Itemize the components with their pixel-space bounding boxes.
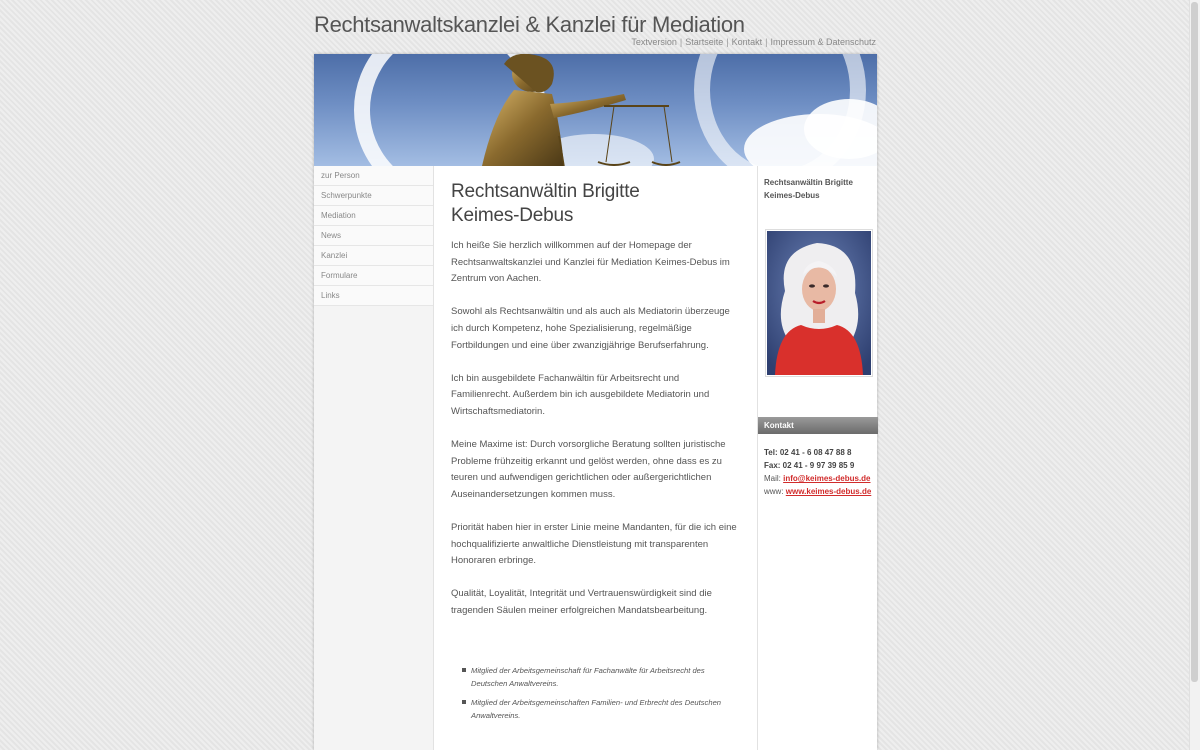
sidebar-navigation <box>314 166 434 750</box>
attorney-name-line2: Keimes-Debus <box>764 191 820 200</box>
page-wrapper <box>314 54 877 750</box>
nav-textversion[interactable]: Textversion <box>631 37 677 47</box>
header-banner <box>314 54 877 166</box>
paragraph-competence: Sowohl als Rechtsanwältin und als auch als Mediatorin überzeuge ich durch Kompetenz, hohe Spezialisierung, regelmäßige Fortbildungen und eine über zwanzigjährige Berufserfahrung. <box>451 306 730 351</box>
contact-details <box>764 446 871 498</box>
sidebar-item-schwerpunkte[interactable]: Schwerpunkte <box>314 186 433 206</box>
site-title: Rechtsanwaltskanzlei & Kanzlei für Mediation <box>314 12 745 37</box>
contact-website-link[interactable]: www.keimes-debus.de <box>785 487 872 496</box>
paragraph-priority: Priorität haben hier in erster Linie meine Mandanten, für die ich eine hochqualifizierte anwaltliche Dienstleistung mit transparenten Honoraren erbringe. <box>451 522 737 567</box>
nav-separator: | <box>765 37 768 47</box>
main-content <box>451 166 741 728</box>
nav-startseite[interactable]: Startseite <box>685 37 724 47</box>
scrollbar[interactable] <box>1189 0 1200 750</box>
attorney-name <box>764 176 864 202</box>
paragraph-maxim: Meine Maxime ist: Durch vorsorgliche Beratung sollten juristische Probleme frühzeitig erkannt und gelöst werden, ohne dass es zu teuren und aufwendigen gerichtlichen oder außergerichtlichen Auseinandersetzungen kommen muss. <box>451 439 726 500</box>
right-sidebar <box>757 166 878 750</box>
sidebar-item-kanzlei[interactable]: Kanzlei <box>314 246 433 266</box>
contact-phone: Tel: 02 41 - 6 08 47 88 8 <box>764 448 852 457</box>
nav-impressum[interactable]: Impressum & Datenschutz <box>770 37 876 47</box>
top-navigation <box>631 37 876 47</box>
nav-kontakt[interactable]: Kontakt <box>731 37 763 47</box>
list-item: Mitglied der Arbeitsgemeinschaften Familien- und Erbrecht des Deutschen Anwaltvereins. <box>463 696 741 722</box>
page-heading-line2: Keimes-Debus <box>451 205 574 226</box>
membership-list <box>451 664 741 722</box>
paragraph-values: Qualität, Loyalität, Integrität und Vertrauenswürdigkeit sind die tragenden Säulen meiner erfolgreichen Mandatsbearbeitung. <box>451 588 712 617</box>
paragraph-qualification: Ich bin ausgebildete Fachanwältin für Arbeitsrecht und Familienrecht. Außerdem bin ich ausgebildete Mediatorin und Wirtschaftsmediatorin. <box>451 372 710 417</box>
sidebar-item-zur-person[interactable]: zur Person <box>314 166 433 186</box>
portrait-photo-icon <box>767 231 871 375</box>
justitia-statue-icon <box>314 54 877 166</box>
page-heading-line1: Rechtsanwältin Brigitte <box>451 181 640 202</box>
page-heading <box>451 180 741 228</box>
contact-section-title: Kontakt <box>758 417 878 434</box>
contact-www-label: www: <box>764 487 786 496</box>
nav-separator: | <box>679 37 683 47</box>
sidebar-item-links[interactable]: Links <box>314 286 433 306</box>
contact-fax: Fax: 02 41 - 9 97 39 85 9 <box>764 461 855 470</box>
contact-mail-label: Mail: <box>764 474 784 483</box>
scrollbar-thumb[interactable] <box>1191 2 1198 682</box>
contact-email-link[interactable]: info@keimes-debus.de <box>783 474 871 483</box>
attorney-name-line1: Rechtsanwältin Brigitte <box>764 178 853 187</box>
nav-separator: | <box>726 37 729 47</box>
sidebar-item-mediation[interactable]: Mediation <box>314 206 433 226</box>
sidebar-item-formulare[interactable]: Formulare <box>314 266 433 286</box>
sidebar-item-news[interactable]: News <box>314 226 433 246</box>
list-item: Mitglied der Arbeitsgemeinschaft für Fachanwälte für Arbeitsrecht des Deutschen Anwaltvereins. <box>463 664 741 690</box>
paragraph-welcome: Ich heiße Sie herzlich willkommen auf der Homepage der Rechtsanwaltskanzlei und Kanzlei für Mediation Keimes-Debus im Zentrum von Aachen. <box>451 240 730 285</box>
attorney-portrait <box>765 229 873 377</box>
